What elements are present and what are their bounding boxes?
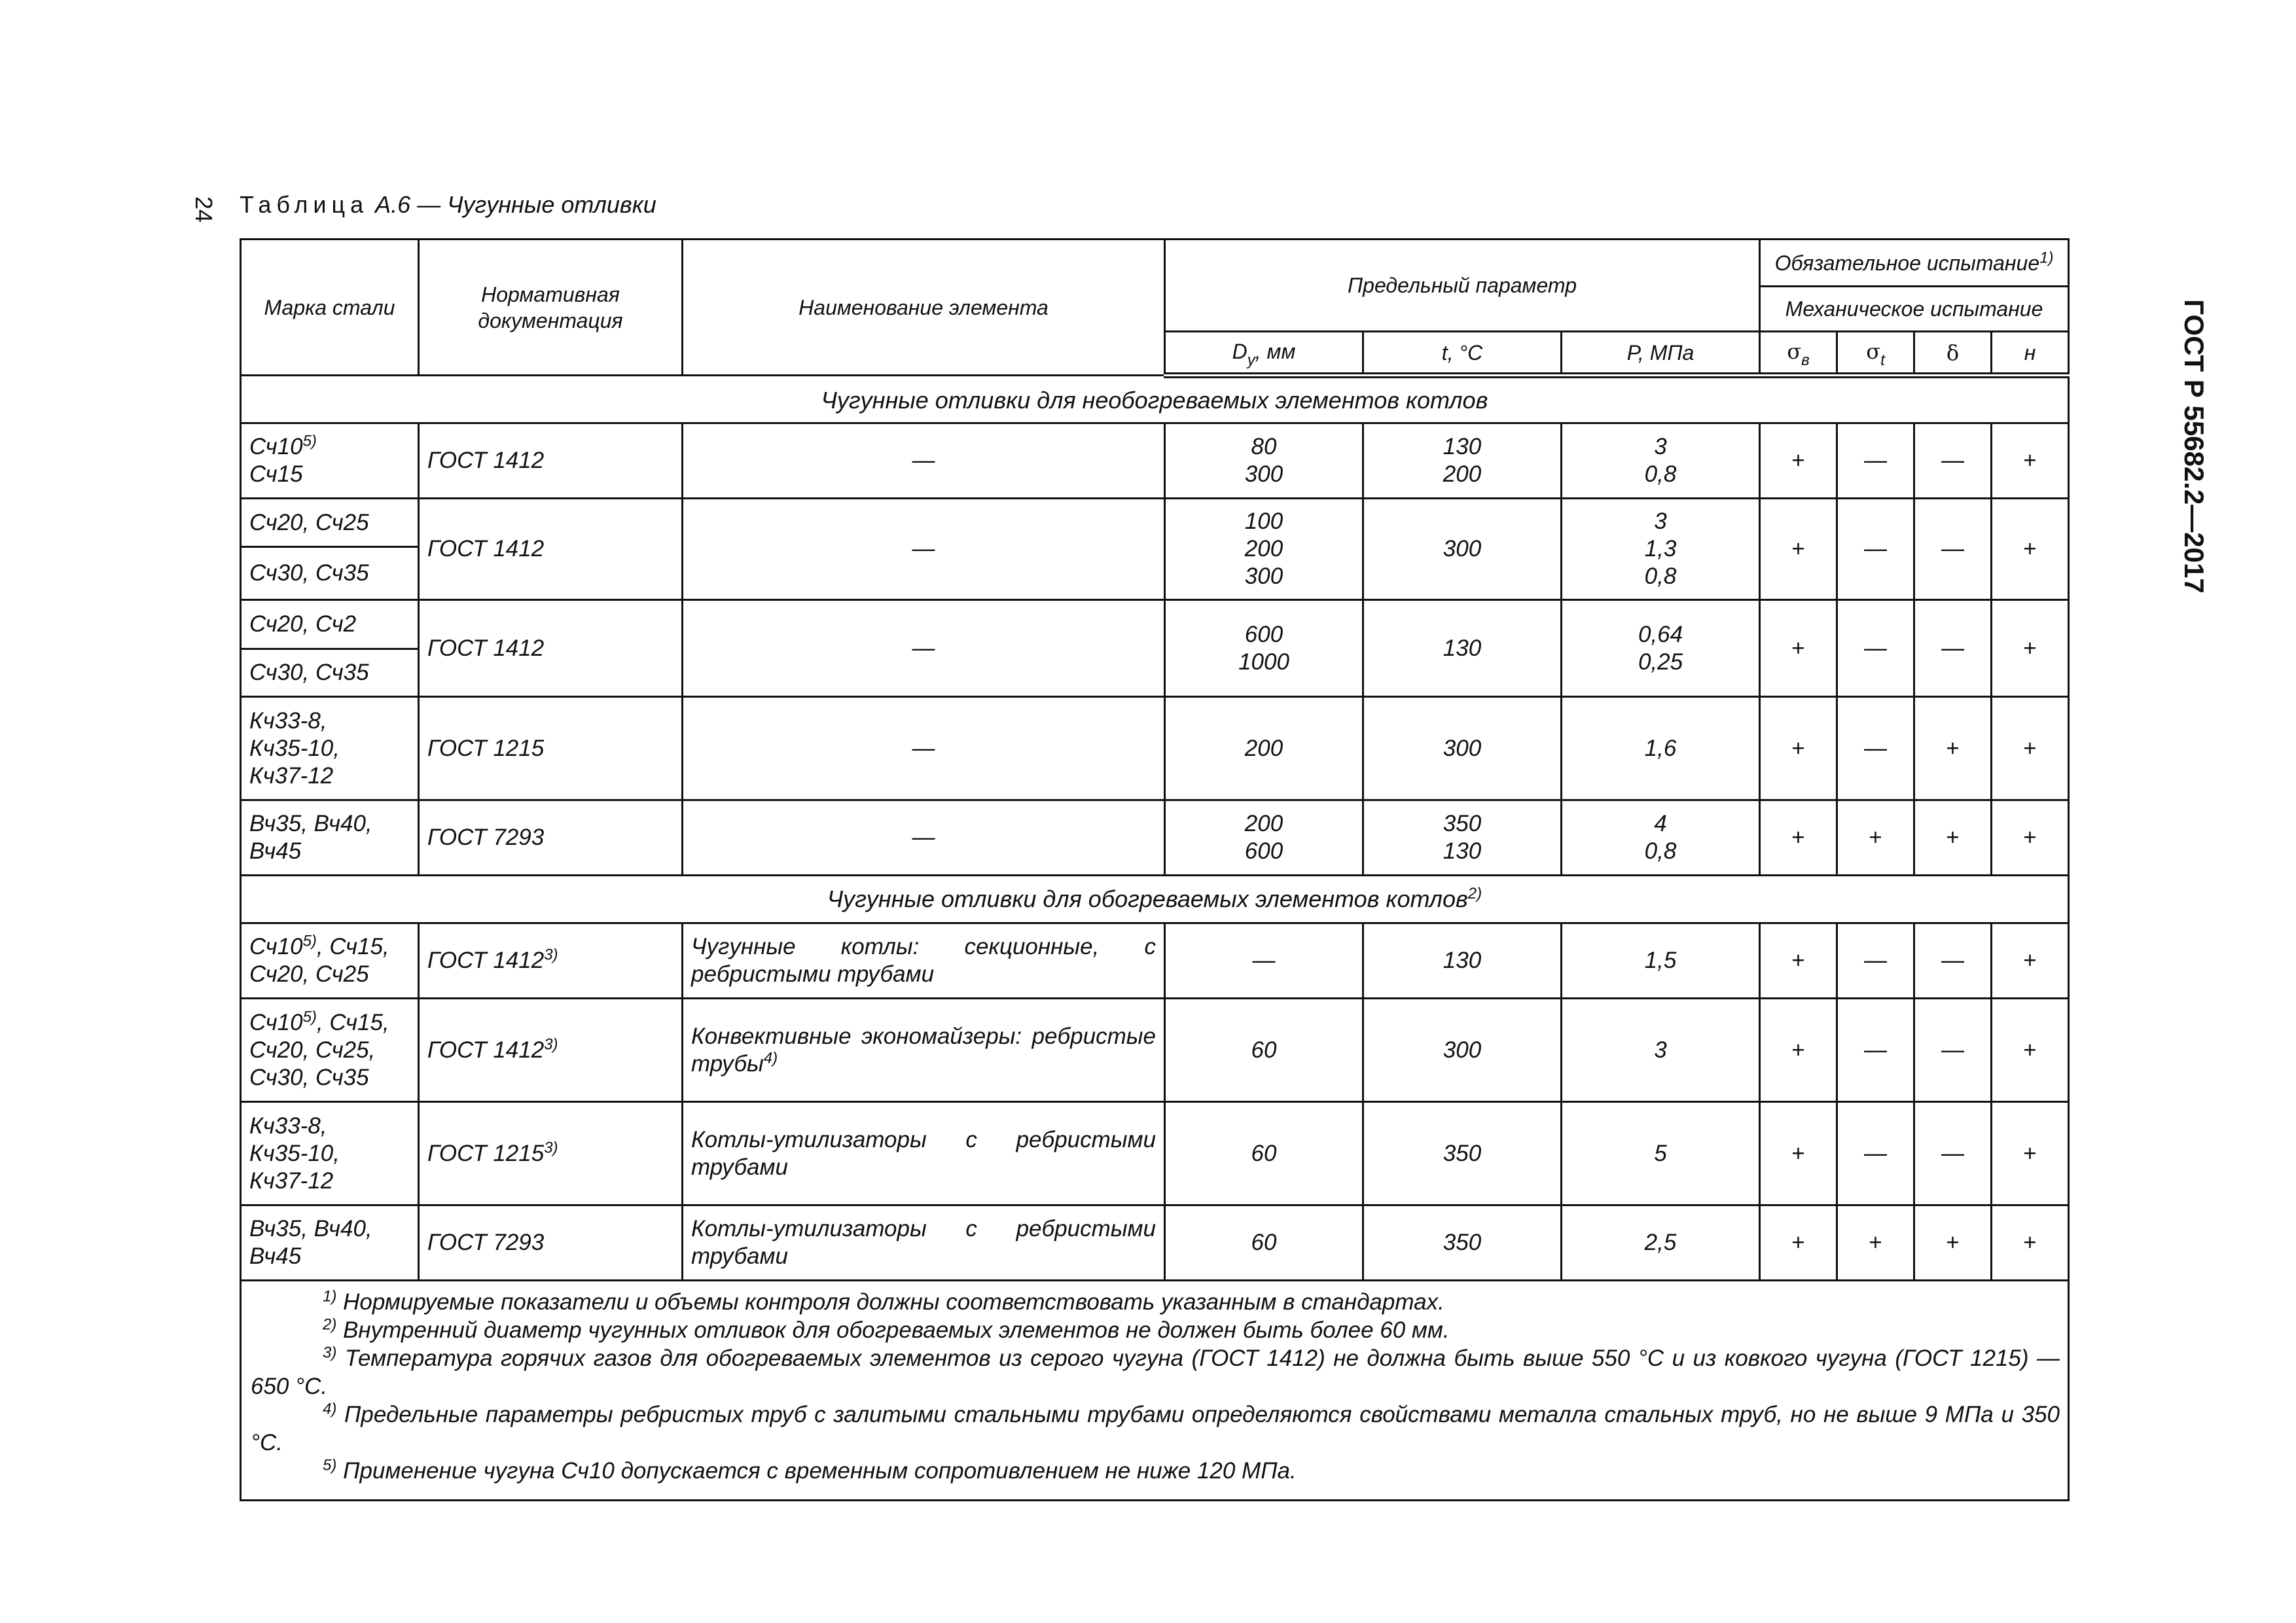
- delta-symbol: δ: [1946, 340, 1960, 365]
- note: [251, 1400, 2060, 1457]
- delta-mark: —: [1914, 600, 1992, 697]
- steel-line: Кч35-10,: [249, 1140, 340, 1166]
- p-value: 1,6: [1562, 697, 1760, 800]
- value-line: 350: [1443, 811, 1482, 836]
- sigma-v-mark: +: [1760, 800, 1837, 876]
- steel-grade: [241, 923, 419, 999]
- note: [251, 1288, 2060, 1316]
- n-mark: +: [1992, 923, 2069, 999]
- n-mark: +: [1992, 1102, 2069, 1205]
- value-line: 1000: [1238, 649, 1289, 675]
- steel-line: Кч33-8,: [249, 1113, 327, 1139]
- header-mandatory-text: Обязательное испытание: [1774, 251, 2040, 275]
- value-line: 0,8: [1644, 838, 1677, 864]
- value-line: 300: [1244, 461, 1283, 487]
- element-name: —: [683, 697, 1165, 800]
- steel-footnote: 5): [302, 932, 317, 950]
- note-marker: 4): [323, 1400, 337, 1418]
- p-value: 1,5: [1562, 923, 1760, 999]
- header-dy: [1165, 332, 1363, 376]
- sigma-v-symbol: σ: [1787, 338, 1802, 364]
- note-marker: 1): [323, 1287, 337, 1306]
- sigma-t-mark: —: [1837, 423, 1914, 499]
- element-name: —: [683, 600, 1165, 697]
- element-footnote: 4): [763, 1048, 778, 1067]
- n-mark: +: [1992, 697, 2069, 800]
- n-mark: +: [1992, 800, 2069, 876]
- note-marker: 3): [323, 1344, 337, 1362]
- delta-mark: +: [1914, 1205, 1992, 1281]
- normative-doc: [419, 1102, 683, 1205]
- value-line: 130: [1443, 434, 1482, 459]
- header-sigma-t: [1837, 332, 1914, 376]
- delta-mark: —: [1914, 999, 1992, 1102]
- p-value: [1562, 499, 1760, 600]
- table-row: [241, 1205, 2069, 1281]
- caption-label: Таблица: [240, 191, 369, 218]
- sigma-v-mark: +: [1760, 999, 1837, 1102]
- steel-line: Кч37-12: [249, 1168, 334, 1194]
- header-dy-sub: y: [1247, 351, 1255, 369]
- steel-grade: [241, 1205, 419, 1281]
- doc-text: ГОСТ 1215: [427, 1140, 545, 1166]
- note-text: Температура горячих газов для обогреваемых элементов из серого чугуна (ГОСТ 1412) не должна быть выше 550 °С и из ковкого чугуна (ГОСТ 1215) — 650 °С.: [251, 1346, 2060, 1399]
- doc-footnote: 3): [544, 1035, 558, 1053]
- normative-doc: [419, 999, 683, 1102]
- steel-line: Сч15: [249, 461, 303, 487]
- t-value: 350: [1363, 1205, 1562, 1281]
- doc-text: ГОСТ 1412: [427, 948, 545, 973]
- t-value: 300: [1363, 499, 1562, 600]
- normative-doc: [419, 923, 683, 999]
- sigma-v-mark: +: [1760, 499, 1837, 600]
- header-limit-parameter: Предельный параметр: [1165, 240, 1760, 332]
- table-row: [241, 800, 2069, 876]
- dy-value: [1165, 600, 1363, 697]
- delta-mark: +: [1914, 697, 1992, 800]
- steel-line: Вч35, Вч40,: [249, 1216, 372, 1241]
- dy-value: [1165, 800, 1363, 876]
- steel-line: Вч35, Вч40,: [249, 811, 372, 836]
- steel-line: Сч10: [249, 1009, 303, 1035]
- section-unheated: Чугунные отливки для необогреваемых элементов котлов: [241, 376, 2069, 423]
- sigma-t-mark: —: [1837, 999, 1914, 1102]
- note: [251, 1316, 2060, 1344]
- p-value: 5: [1562, 1102, 1760, 1205]
- value-line: 3: [1654, 508, 1667, 534]
- normative-doc: ГОСТ 1412: [419, 499, 683, 600]
- value-line: 200: [1244, 536, 1283, 562]
- t-value: 130: [1363, 923, 1562, 999]
- sigma-v-mark: +: [1760, 600, 1837, 697]
- caption-number: А.6: [375, 191, 411, 218]
- doc-footnote: 3): [544, 946, 558, 964]
- p-value: [1562, 800, 1760, 876]
- value-line: 0,8: [1644, 461, 1677, 487]
- element-name: Котлы-утилизаторы с ребристыми трубами: [683, 1205, 1165, 1281]
- sigma-t-mark: —: [1837, 600, 1914, 697]
- element-name: —: [683, 499, 1165, 600]
- steel-grade: [241, 697, 419, 800]
- section-heated-footnote: 2): [1467, 885, 1482, 902]
- table-row: [241, 1102, 2069, 1205]
- value-line: 200: [1443, 461, 1482, 487]
- normative-doc: ГОСТ 1412: [419, 423, 683, 499]
- page-number: 24: [190, 196, 217, 223]
- element-name: [683, 999, 1165, 1102]
- n-mark: +: [1992, 499, 2069, 600]
- table-caption: [240, 188, 656, 221]
- note-text: Нормируемые показатели и объемы контроля должны соответствовать указанным в стандартах.: [343, 1289, 1444, 1315]
- sigma-t-mark: +: [1837, 1205, 1914, 1281]
- value-line: 0,64: [1638, 621, 1683, 647]
- header-mandatory-test: [1760, 240, 2069, 287]
- value-line: 0,25: [1638, 649, 1683, 675]
- doc-text: ГОСТ 1412: [427, 1037, 545, 1063]
- value-line: 4: [1654, 811, 1667, 836]
- n-mark: +: [1992, 1205, 2069, 1281]
- header-dy-unit: , мм: [1255, 339, 1296, 363]
- doc-footnote: 3): [544, 1138, 558, 1156]
- header-element: Наименование элемента: [683, 240, 1165, 376]
- value-line: 300: [1244, 563, 1283, 589]
- dy-value: 60: [1165, 1205, 1363, 1281]
- t-value: 350: [1363, 1102, 1562, 1205]
- sigma-v-sub: в: [1801, 351, 1810, 369]
- element-name: Котлы-утилизаторы с ребристыми трубами: [683, 1102, 1165, 1205]
- delta-mark: —: [1914, 423, 1992, 499]
- steel-line: , Сч15,: [316, 934, 389, 959]
- note-marker: 5): [323, 1456, 337, 1474]
- steel-grade: Сч20, Сч25: [241, 499, 419, 547]
- steel-footnote: 5): [302, 432, 317, 450]
- header-n: н: [1992, 332, 2069, 376]
- value-line: 0,8: [1644, 563, 1677, 589]
- n-mark: +: [1992, 423, 2069, 499]
- header-mandatory-footnote: 1): [2039, 248, 2054, 266]
- steel-footnote: 5): [302, 1007, 317, 1026]
- dy-value: [1165, 499, 1363, 600]
- steel-line: Сч10: [249, 434, 303, 459]
- sigma-v-mark: +: [1760, 1102, 1837, 1205]
- steel-grade: [241, 999, 419, 1102]
- element-text: Конвективные экономайзеры: ребристые трубы: [691, 1023, 1156, 1077]
- header-pressure: P, МПа: [1562, 332, 1760, 376]
- value-line: 600: [1244, 838, 1283, 864]
- element-name: —: [683, 800, 1165, 876]
- header-dy-base: D: [1232, 339, 1247, 363]
- note-text: Внутренний диаметр чугунных отливок для обогреваемых элементов не должен быть более 60 мм.: [343, 1317, 1450, 1343]
- delta-mark: —: [1914, 499, 1992, 600]
- dy-value: 200: [1165, 697, 1363, 800]
- note-text: Применение чугуна Сч10 допускается с временным сопротивлением не ниже 120 МПа.: [343, 1458, 1297, 1484]
- steel-line: Кч33-8,: [249, 707, 327, 734]
- sigma-t-mark: —: [1837, 1102, 1914, 1205]
- dy-value: 60: [1165, 1102, 1363, 1205]
- delta-mark: —: [1914, 923, 1992, 999]
- value-line: 100: [1244, 508, 1283, 534]
- steel-grade: [241, 800, 419, 876]
- steel-grade: Сч30, Сч35: [241, 649, 419, 697]
- t-value: 300: [1363, 999, 1562, 1102]
- caption-title: Чугунные отливки: [447, 191, 656, 218]
- p-value: [1562, 600, 1760, 697]
- table-row: [241, 697, 2069, 800]
- table-row: [241, 999, 2069, 1102]
- steel-grade: Сч30, Сч35: [241, 547, 419, 600]
- t-value: 130: [1363, 600, 1562, 697]
- element-name: —: [683, 423, 1165, 499]
- sigma-t-mark: —: [1837, 923, 1914, 999]
- steel-line: Сч30, Сч35: [249, 1064, 369, 1090]
- cast-iron-table: [240, 238, 2070, 1501]
- normative-doc: ГОСТ 7293: [419, 1205, 683, 1281]
- sigma-v-mark: +: [1760, 923, 1837, 999]
- value-line: 80: [1251, 434, 1277, 459]
- steel-line: Вч45: [249, 1243, 302, 1269]
- value-line: 1,3: [1644, 536, 1677, 562]
- note-marker: 2): [323, 1315, 337, 1334]
- dy-value: 60: [1165, 999, 1363, 1102]
- sigma-t-symbol: σ: [1866, 338, 1881, 364]
- t-value: 300: [1363, 697, 1562, 800]
- table-notes: [241, 1281, 2069, 1501]
- table-row: [241, 423, 2069, 499]
- normative-doc: ГОСТ 7293: [419, 800, 683, 876]
- sigma-t-mark: —: [1837, 499, 1914, 600]
- value-line: 200: [1244, 811, 1283, 836]
- p-value: 2,5: [1562, 1205, 1760, 1281]
- normative-doc: ГОСТ 1215: [419, 697, 683, 800]
- steel-line: Вч45: [249, 838, 302, 864]
- sigma-v-mark: +: [1760, 697, 1837, 800]
- steel-line: Сч10: [249, 934, 303, 959]
- header-temperature: t, °C: [1363, 332, 1562, 376]
- p-value: 3: [1562, 999, 1760, 1102]
- sigma-v-mark: +: [1760, 423, 1837, 499]
- dy-value: [1165, 423, 1363, 499]
- normative-doc: ГОСТ 1412: [419, 600, 683, 697]
- section-heated: [241, 876, 2069, 923]
- steel-grade: Сч20, Сч2: [241, 600, 419, 649]
- header-sigma-v: [1760, 332, 1837, 376]
- header-steel: Марка стали: [241, 240, 419, 376]
- n-mark: +: [1992, 600, 2069, 697]
- steel-line: Кч37-12: [249, 762, 334, 789]
- steel-line: Кч35-10,: [249, 735, 340, 761]
- table-row: [241, 499, 2069, 547]
- steel-line: Сч20, Сч25,: [249, 1037, 376, 1063]
- steel-grade: [241, 1102, 419, 1205]
- t-value: [1363, 423, 1562, 499]
- table-row: [241, 600, 2069, 649]
- steel-line: , Сч15,: [316, 1009, 389, 1035]
- dy-value: —: [1165, 923, 1363, 999]
- t-value: [1363, 800, 1562, 876]
- delta-mark: +: [1914, 800, 1992, 876]
- note: [251, 1344, 2060, 1400]
- sigma-t-mark: +: [1837, 800, 1914, 876]
- steel-grade: [241, 423, 419, 499]
- delta-mark: —: [1914, 1102, 1992, 1205]
- sigma-t-sub: t: [1880, 351, 1885, 369]
- header-delta: [1914, 332, 1992, 376]
- header-normative: Нормативная документация: [419, 240, 683, 376]
- note: [251, 1457, 2060, 1485]
- value-line: 600: [1244, 621, 1283, 647]
- element-name: Чугунные котлы: секционные, с ребристыми трубами: [683, 923, 1165, 999]
- sigma-v-mark: +: [1760, 1205, 1837, 1281]
- steel-line: Сч20, Сч25: [249, 961, 369, 987]
- sigma-t-mark: —: [1837, 697, 1914, 800]
- p-value: [1562, 423, 1760, 499]
- section-heated-text: Чугунные отливки для обогреваемых элементов котлов: [827, 885, 1468, 912]
- n-mark: +: [1992, 999, 2069, 1102]
- value-line: 3: [1654, 434, 1667, 459]
- document-code: ГОСТ Р 55682.2—2017: [2179, 299, 2210, 594]
- table-row: [241, 923, 2069, 999]
- value-line: 130: [1443, 838, 1482, 864]
- caption-dash: —: [417, 191, 441, 218]
- header-mechanical-test: Механическое испытание: [1760, 287, 2069, 332]
- note-text: Предельные параметры ребристых труб с залитыми стальными трубами определяются свойствами металла стальных труб, но не выше 9 МПа и 350 °С.: [251, 1402, 2060, 1455]
